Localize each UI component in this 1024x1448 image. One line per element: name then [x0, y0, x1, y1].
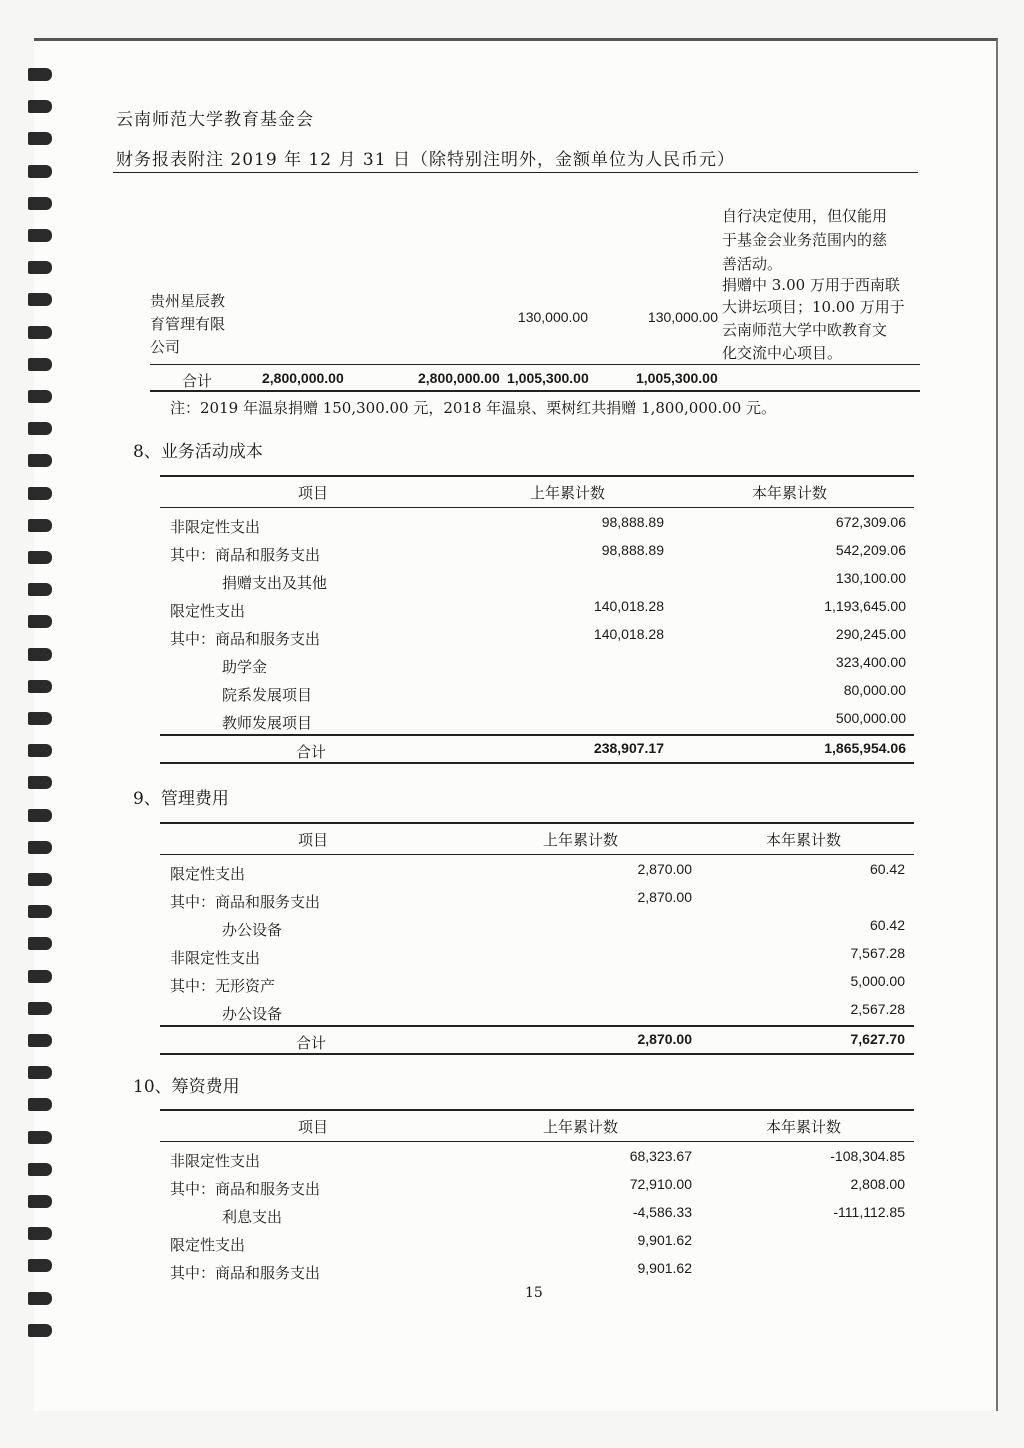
table-bottom-rule [160, 1053, 914, 1055]
binding-ring [28, 358, 52, 371]
row-curr-value: -108,304.85 [830, 1148, 905, 1164]
total-label: 合计 [296, 743, 327, 761]
row-curr-value: 130,100.00 [835, 570, 906, 586]
row-prev-value: 140,018.28 [593, 626, 664, 642]
column-header: 本年累计数 [752, 484, 828, 502]
usage-note-line: 于基金会业务范围内的慈 [722, 231, 888, 249]
usage-detail-line: 大讲坛项目；10.00 万用于 [722, 298, 905, 316]
binding-ring [28, 680, 52, 693]
total-rule [160, 1025, 914, 1027]
table-top-rule [160, 1109, 914, 1111]
header-rule [160, 1141, 914, 1142]
usage-detail-line: 云南师范大学中欧教育文 [722, 321, 888, 339]
column-header: 上年累计数 [543, 1118, 619, 1136]
row-curr-value: 1,193,645.00 [824, 598, 906, 614]
binding-ring [28, 454, 52, 467]
binding-ring [28, 197, 52, 210]
usage-detail-line: 捐赠中 3.00 万用于西南联 [722, 276, 900, 294]
row-item: 其中：商品和服务支出 [170, 1180, 321, 1198]
row-item: 非限定性支出 [170, 1152, 261, 1170]
donation-amount-received: 130,000.00 [647, 309, 718, 325]
table-top-rule [160, 822, 914, 824]
binding-ring [28, 1002, 52, 1015]
row-item: 其中：商品和服务支出 [170, 893, 321, 911]
total-rule [160, 734, 914, 736]
table-rule [150, 390, 920, 392]
binding-ring [28, 744, 52, 757]
row-item: 非限定性支出 [170, 949, 261, 967]
binding-ring [28, 1195, 52, 1208]
binding-ring [28, 1131, 52, 1144]
binding-ring [28, 809, 52, 822]
binding-ring [28, 229, 52, 242]
binding-ring [28, 519, 52, 532]
usage-note-line: 自行决定使用，但仅能用 [722, 207, 888, 225]
row-curr-value: 672,309.06 [835, 514, 906, 530]
binding-ring [28, 970, 52, 983]
binding-ring [28, 1324, 52, 1337]
row-curr-value: 60.42 [869, 861, 905, 877]
binding-ring [28, 487, 52, 500]
row-curr-value: 80,000.00 [843, 682, 906, 698]
donor-name-line: 育管理有限 [150, 315, 226, 333]
binding-ring [28, 1163, 52, 1176]
row-prev-value: 68,323.67 [629, 1148, 692, 1164]
column-header: 项目 [298, 1118, 329, 1136]
row-curr-value: 60.42 [869, 917, 905, 933]
org-title: 云南师范大学教育基金会 [116, 110, 314, 130]
binding-ring [28, 551, 52, 564]
row-prev-value: 72,910.00 [629, 1176, 692, 1192]
binding-ring [28, 937, 52, 950]
row-prev-value: 9,901.62 [637, 1260, 692, 1276]
donor-name-line: 贵州星辰教 [150, 292, 226, 310]
row-item: 院系发展项目 [222, 686, 313, 704]
total-value: 2,800,000.00 [418, 370, 500, 386]
binding-ring [28, 100, 52, 113]
binding-ring [28, 841, 52, 854]
binding-ring [28, 1292, 52, 1305]
row-prev-value: 140,018.28 [593, 598, 664, 614]
row-prev-value: -4,586.33 [632, 1204, 692, 1220]
column-header: 本年累计数 [766, 1118, 842, 1136]
total-curr-value: 1,865,954.06 [824, 740, 906, 756]
binding-ring [28, 583, 52, 596]
row-curr-value: 500,000.00 [835, 710, 906, 726]
usage-detail-line: 化交流中心项目。 [722, 344, 843, 362]
row-curr-value: 290,245.00 [835, 626, 906, 642]
report-subtitle: 财务报表附注 2019 年 12 月 31 日（除特别注明外，金额单位为人民币元） [116, 150, 735, 170]
section-title: 9、管理费用 [133, 789, 229, 809]
binding-ring [28, 293, 52, 306]
row-item: 其中：商品和服务支出 [170, 630, 321, 648]
total-prev-value: 238,907.17 [593, 740, 664, 756]
column-header: 项目 [298, 831, 329, 849]
binding-ring [28, 1227, 52, 1240]
table-bottom-rule [160, 762, 914, 764]
row-prev-value: 2,870.00 [637, 889, 692, 905]
binding-ring [28, 1098, 52, 1111]
row-prev-value: 9,901.62 [637, 1232, 692, 1248]
header-rule [160, 854, 914, 855]
row-item: 非限定性支出 [170, 518, 261, 536]
row-item: 利息支出 [222, 1208, 283, 1226]
row-item: 办公设备 [222, 1005, 283, 1023]
donor-name-line: 公司 [150, 338, 181, 356]
header-rule [113, 172, 918, 173]
row-curr-value: 323,400.00 [835, 654, 906, 670]
usage-note-line: 善活动。 [722, 255, 783, 273]
total-prev-value: 2,870.00 [637, 1031, 692, 1047]
binding-ring [28, 1259, 52, 1272]
row-item: 办公设备 [222, 921, 283, 939]
binding-ring [28, 1066, 52, 1079]
column-header: 上年累计数 [530, 484, 606, 502]
row-curr-value: 5,000.00 [850, 973, 905, 989]
footnote: 注：2019 年温泉捐赠 150,300.00 元，2018 年温泉、栗树红共捐赠 1,800,000.00 元。 [170, 399, 777, 417]
binding-ring [28, 615, 52, 628]
row-curr-value: 2,808.00 [850, 1176, 905, 1192]
donation-amount: 130,000.00 [517, 309, 588, 325]
binding-ring [28, 165, 52, 178]
column-header: 项目 [298, 484, 329, 502]
row-item: 其中：无形资产 [170, 977, 276, 995]
row-curr-value: 2,567.28 [850, 1001, 905, 1017]
binding-ring [28, 261, 52, 274]
binding-ring [28, 390, 52, 403]
total-value: 1,005,300.00 [636, 370, 718, 386]
row-item: 限定性支出 [170, 1236, 246, 1254]
table-rule [150, 364, 920, 365]
binding-ring [28, 422, 52, 435]
total-label: 合计 [182, 372, 213, 390]
row-item: 限定性支出 [170, 602, 246, 620]
row-curr-value: 7,567.28 [850, 945, 905, 961]
row-item: 助学金 [222, 658, 268, 676]
row-prev-value: 98,888.89 [601, 542, 664, 558]
row-item: 限定性支出 [170, 865, 246, 883]
row-item: 其中：商品和服务支出 [170, 546, 321, 564]
column-header: 本年累计数 [766, 831, 842, 849]
binding-ring [28, 873, 52, 886]
total-value: 1,005,300.00 [507, 370, 589, 386]
header-rule [160, 507, 914, 508]
binding-ring [28, 326, 52, 339]
binding-ring [28, 905, 52, 918]
table-top-rule [160, 475, 914, 477]
row-curr-value: -111,112.85 [833, 1204, 905, 1220]
total-curr-value: 7,627.70 [850, 1031, 905, 1047]
row-prev-value: 2,870.00 [637, 861, 692, 877]
total-label: 合计 [296, 1034, 327, 1052]
binding-ring [28, 776, 52, 789]
total-value: 2,800,000.00 [262, 370, 344, 386]
binding-ring [28, 648, 52, 661]
binding-ring [28, 712, 52, 725]
section-title: 10、筹资费用 [133, 1077, 240, 1097]
page-number: 15 [525, 1285, 543, 1301]
column-header: 上年累计数 [543, 831, 619, 849]
row-prev-value: 98,888.89 [601, 514, 664, 530]
row-curr-value: 542,209.06 [835, 542, 906, 558]
section-title: 8、业务活动成本 [133, 442, 263, 462]
binding-ring [28, 68, 52, 81]
spiral-binding [28, 60, 58, 1390]
row-item: 其中：商品和服务支出 [170, 1264, 321, 1282]
row-item: 教师发展项目 [222, 714, 313, 732]
binding-ring [28, 132, 52, 145]
row-item: 捐赠支出及其他 [222, 574, 328, 592]
binding-ring [28, 1034, 52, 1047]
